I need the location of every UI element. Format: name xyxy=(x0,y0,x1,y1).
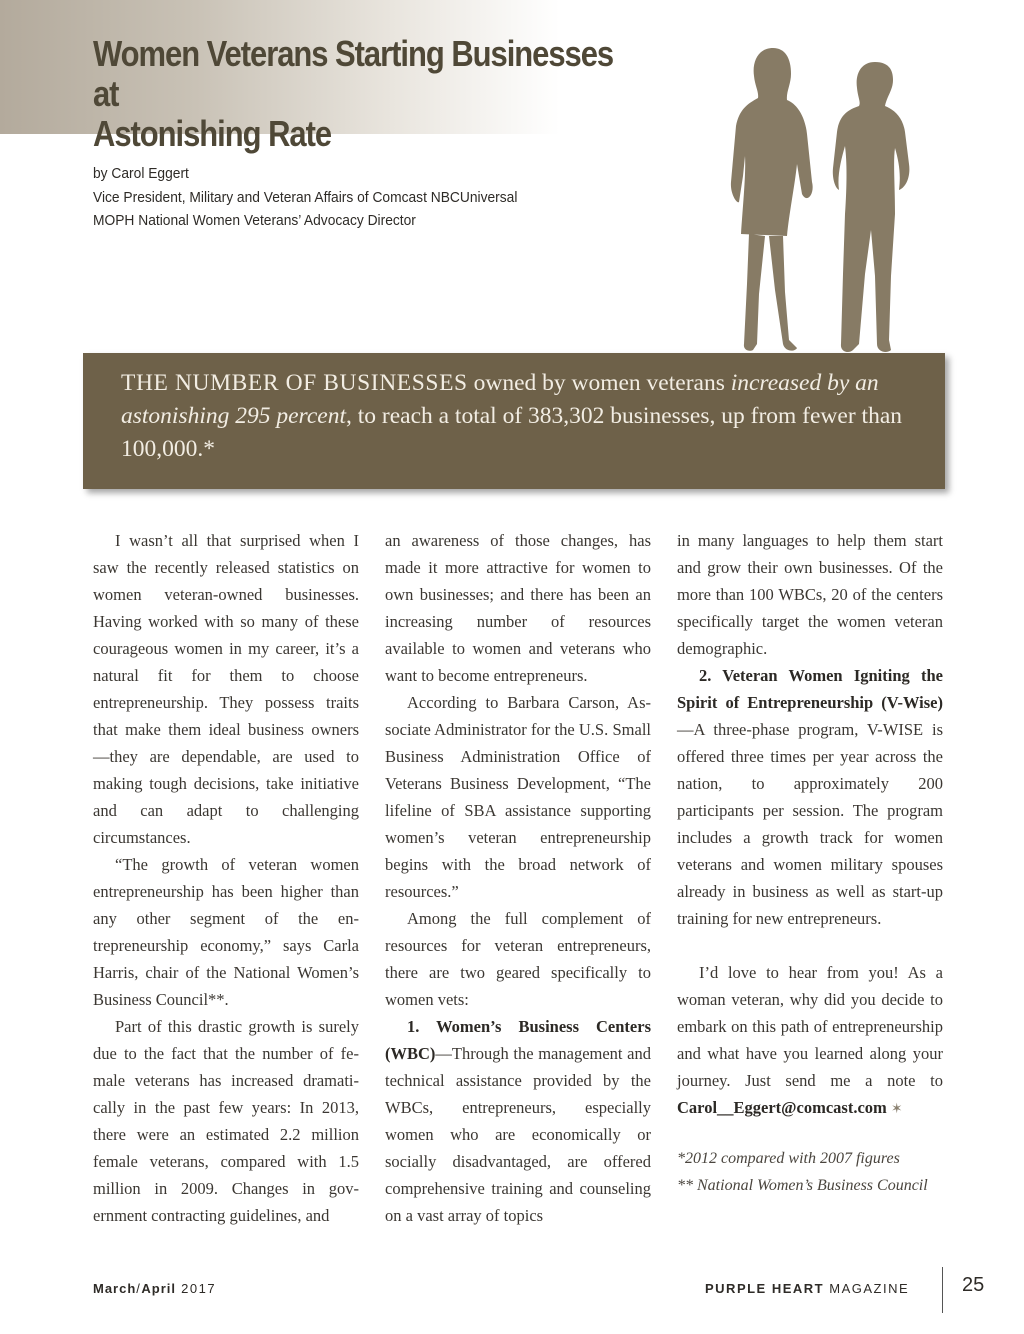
issue-month-2: April xyxy=(141,1281,177,1296)
article-column-3 xyxy=(677,527,943,1199)
magazine-name xyxy=(705,1281,909,1296)
page-number: 25 xyxy=(962,1274,985,1296)
issue-year: 2017 xyxy=(181,1281,217,1296)
paragraph: Among the full complement of resources for veteran entrepreneurs, there are two geared specifically to women vets: xyxy=(385,909,651,1009)
author-name: by Carol Eggert xyxy=(93,165,189,182)
list-item-vwise xyxy=(677,662,943,932)
list-item-text: —A three-phase program, V-WISE is offered three times per year across the nation, to approximately 200 participants per session. The program includes a growth track for women veterans and women military spouses already in business as well as start-up training for new entrepreneurs. xyxy=(677,720,943,928)
article-column-1 xyxy=(93,527,359,1229)
footnote-1: *2012 compared with 2007 figures xyxy=(677,1150,900,1167)
pullquote-emphasis: increased by an astonishing 295 percent xyxy=(121,370,879,429)
paragraph-spacer xyxy=(677,1123,943,1145)
pullquote-part1: owned by women veterans xyxy=(467,370,731,396)
paragraph: According to Barbara Carson, Associate Administrator for the U.S. Small Business Administration Office of Veterans Business Development, “The lifeline of SBA assistance supporting women’s veteran entrepreneurship begins with the broad network of resources.” xyxy=(385,693,651,901)
end-mark-icon: ✶ xyxy=(890,1102,903,1117)
paragraph-spacer xyxy=(677,932,943,959)
left-woman-silhouette xyxy=(731,48,813,351)
pullquote-part2: , to reach a total of 383,302 businesses, up from fewer than 100,000.* xyxy=(121,403,902,462)
women-silhouettes-illustration xyxy=(725,44,935,356)
list-item-text: —Through the management and technical assistance provided by the WBCs, entrepreneurs, especially women who are economically or socially disadvantaged, are offered comprehensive training and counseling on a vast array of topics xyxy=(385,1044,651,1225)
issue-slash: / xyxy=(136,1281,142,1296)
article-title xyxy=(93,34,626,154)
title-line-1: Women Veterans Starting Businesses at xyxy=(93,33,614,114)
closing-text: I’d love to hear from you! As a woman veteran, why did you decide to embark on this path of entrepreneurship and what have you learned along your journey. Just send me a note to xyxy=(677,963,943,1090)
list-item-wbc xyxy=(385,1013,651,1229)
pullquote-caps: THE NUMBER OF BUSINESSES xyxy=(121,370,468,396)
magazine-name-bold: PURPLE HEART xyxy=(705,1281,825,1296)
right-woman-silhouette xyxy=(833,62,910,352)
issue-month-1: March xyxy=(93,1281,137,1296)
paragraph: Part of this drastic growth is surely due to the fact that the number of female veterans has increased dramatically in the past few years: In 2013, there were an estimated 2.2 million female veterans, compared with 1.5 million in 2009. Changes in government contracting guidelines, and xyxy=(93,1017,359,1225)
list-item-heading: 1. Women’s Business Centers (WBC) xyxy=(385,1017,651,1063)
byline xyxy=(93,162,608,233)
footer-divider xyxy=(942,1267,943,1313)
email-link[interactable]: Carol__Eggert@comcast.com xyxy=(677,1098,887,1117)
closing-paragraph xyxy=(677,959,943,1123)
title-line-2: Astonishing Rate xyxy=(93,113,332,154)
footnote-2: ** National Women’s Business Council xyxy=(677,1177,928,1194)
paragraph: an awareness of those changes, has made it more attractive for women to own businesses; and there has been an increasing number of resources available to women and veterans who want to become entrepreneurs. xyxy=(385,531,651,685)
article-column-2 xyxy=(385,527,651,1229)
issue-date xyxy=(93,1281,216,1296)
paragraph: I wasn’t all that surprised when I saw the recently released statistics on women veteran-owned businesses. Having worked with so many of these courageous women in my career, it’s a natural fit for them to choose entrepreneurship. They possess traits that make them ideal business owners—they are dependable, are used to making tough decisions, take initiative and can adapt to challenging circumstances. xyxy=(93,531,359,847)
paragraph: in many languages to help them start and grow their own businesses. Of the more than 100 WBCs, 20 of the centers specifically target the women veteran demographic. xyxy=(677,531,943,658)
pullquote-text xyxy=(121,367,921,466)
author-role-2: MOPH National Women Veterans’ Advocacy Director xyxy=(93,212,416,229)
list-item-heading: 2. Veteran Women Igniting the Spirit of Entrepreneurship (V-Wise) xyxy=(677,666,943,712)
paragraph: “The growth of veteran women entrepreneurship has been higher than any other segment of the entrepreneurship economy,” says Carla Harris, chair of the National Women’s Business Council**. xyxy=(93,855,359,1009)
author-role-1: Vice President, Military and Veteran Affairs of Comcast NBCUniversal xyxy=(93,188,518,206)
magazine-name-light: MAGAZINE xyxy=(829,1281,910,1296)
pullquote-box xyxy=(83,353,945,489)
